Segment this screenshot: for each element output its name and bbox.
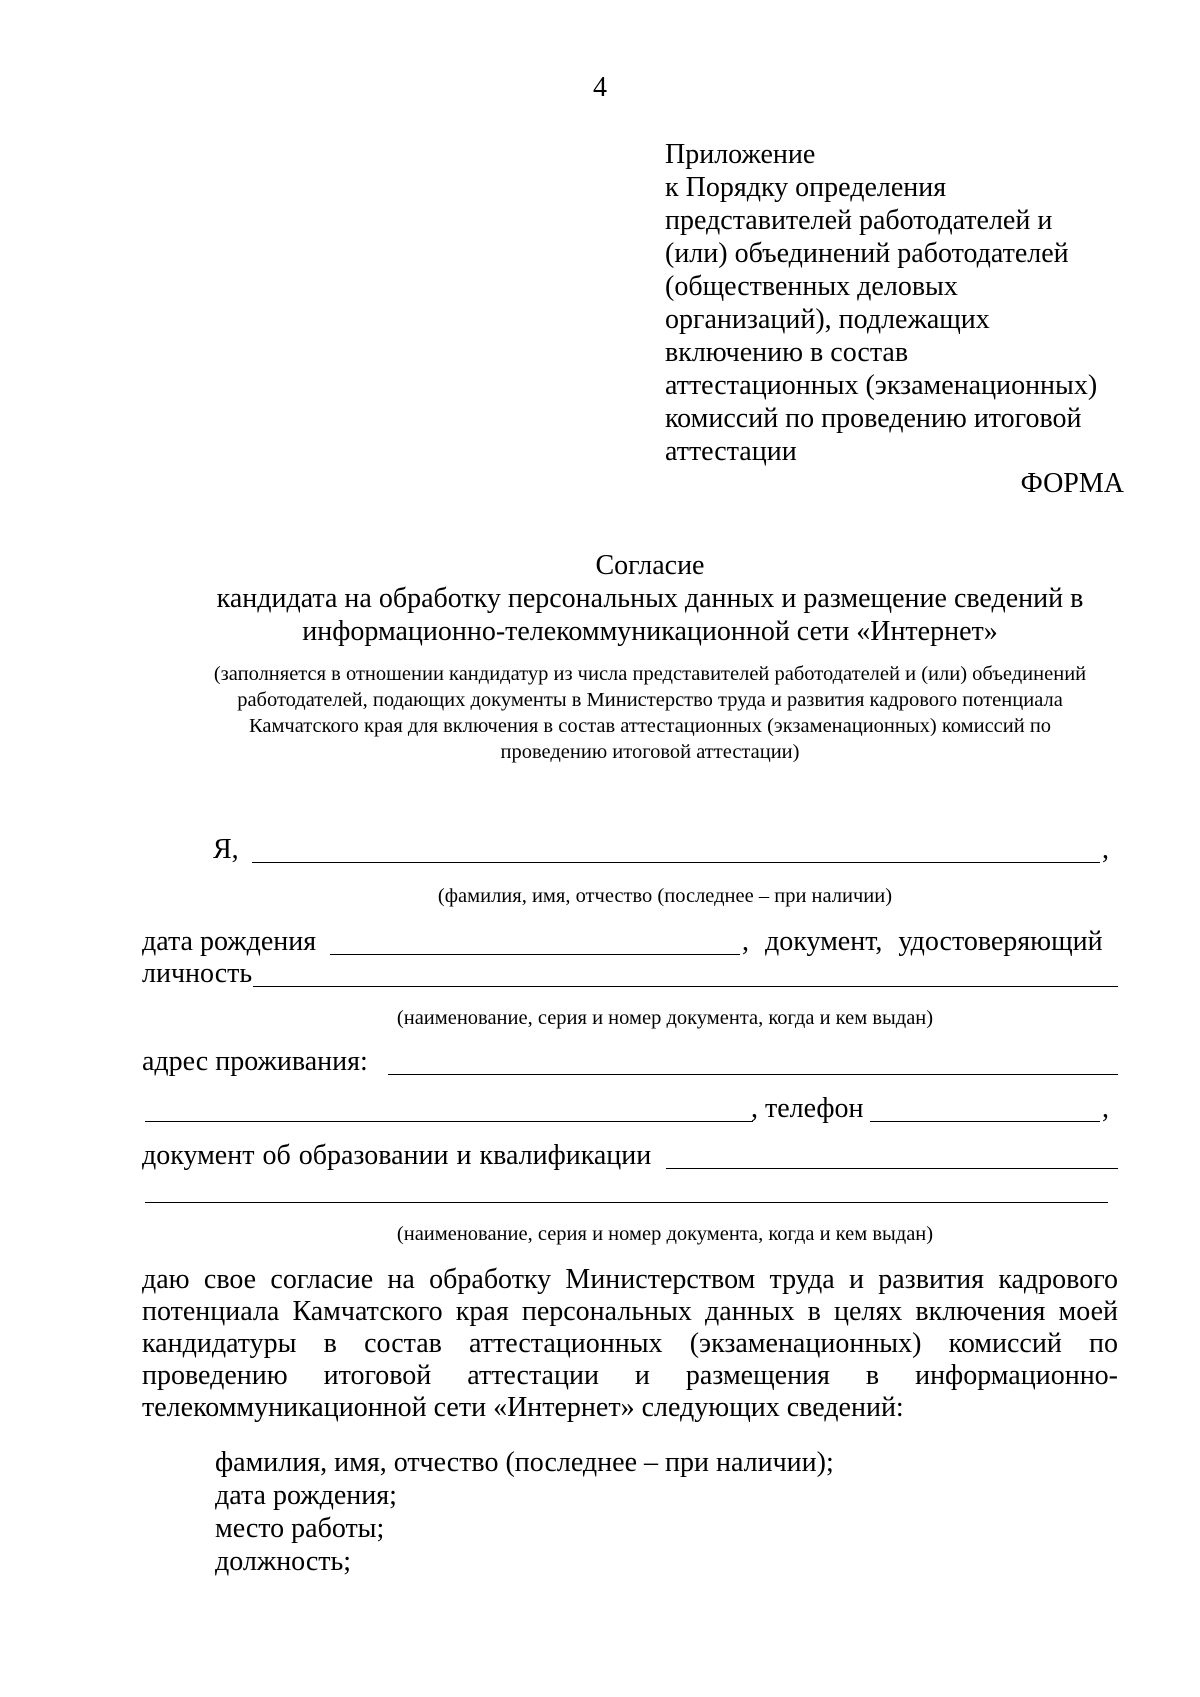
consent-line: даю свое согласие на обработку Министерством труда и развития кадрового [142,1264,1118,1295]
birth-date-label: дата рождения [142,926,317,957]
comma: , [1102,834,1109,865]
list-item: место работы; [215,1513,385,1544]
comma: , [1102,1093,1109,1124]
consent-line: телекоммуникационной сети «Интернет» следующих сведений: [142,1392,904,1423]
identity-document-hint: (наименование, серия и номер документа, когда и кем выдан) [396,1007,934,1029]
address-field-line[interactable] [388,1074,1118,1075]
document-subtitle-line: кандидата на обработку персональных данных и размещение сведений в [216,583,1084,614]
note-line: проведению итоговой аттестации) [500,741,800,763]
list-item: дата рождения; [215,1480,397,1511]
phone-field-line[interactable] [870,1121,1100,1122]
appendix-line: аттестационных (экзаменационных) [665,370,1098,401]
education-document-field-line-2[interactable] [145,1202,1108,1203]
appendix-line: представителей работодателей и [665,205,1053,236]
appendix-line: аттестации [665,436,797,467]
education-document-field-line[interactable] [666,1168,1118,1169]
appendix-block [665,138,1097,468]
address-label: адрес проживания: [142,1046,368,1077]
consent-line: кандидатуры в состав аттестационных (экзаменационных) комиссий по [142,1328,1118,1359]
fio-hint: (фамилия, имя, отчество (последнее – при наличии) [437,885,893,907]
info-items-list [215,1446,834,1578]
note-line: Камчатского края для включения в состав аттестационных (экзаменационных) комиссий по [248,715,1052,737]
note-line: работодателей, подающих документы в Министерство труда и развития кадрового потенциала [237,689,1063,711]
identity-document-label: , документ, удостоверяющий [742,926,1103,957]
fio-field-line[interactable] [252,862,1100,863]
list-item: фамилия, имя, отчество (последнее – при наличии); [215,1447,834,1478]
i-label: Я, [213,834,239,865]
appendix-line: включению в состав [665,337,909,368]
page-number: 4 [593,72,607,103]
document-subtitle-line: информационно-телекоммуникационной сети «Интернет» [302,616,998,647]
appendix-line: к Порядку определения [665,172,947,203]
education-document-label: документ об образовании и квалификации [142,1140,652,1171]
phone-label: , телефон [751,1093,864,1124]
education-document-hint: (наименование, серия и номер документа, когда и кем выдан) [396,1223,934,1245]
appendix-line: (общественных деловых [665,271,958,302]
consent-line: потенциала Камчатского края персональных данных в целях включения моей [142,1296,1118,1327]
consent-paragraph [142,1264,1118,1424]
appendix-line: организаций), подлежащих [665,304,990,335]
birth-date-field-line[interactable] [330,954,740,955]
address-field-line-2[interactable] [145,1121,753,1122]
document-title: Согласие [595,550,705,581]
appendix-line: (или) объединений работодателей [665,238,1069,269]
appendix-line: Приложение [665,139,816,170]
identity-document-field-line[interactable] [253,986,1118,987]
consent-line: проведению итоговой аттестации и размещения в информационно- [142,1360,1118,1391]
form-label: ФОРМА [1020,468,1124,499]
appendix-line: комиссий по проведению итоговой [665,403,1082,434]
identity-label: личность [142,958,253,989]
note-line: (заполняется в отношении кандидатур из числа представителей работодателей и (или) объединений [213,663,1087,685]
list-item: должность; [215,1546,352,1577]
